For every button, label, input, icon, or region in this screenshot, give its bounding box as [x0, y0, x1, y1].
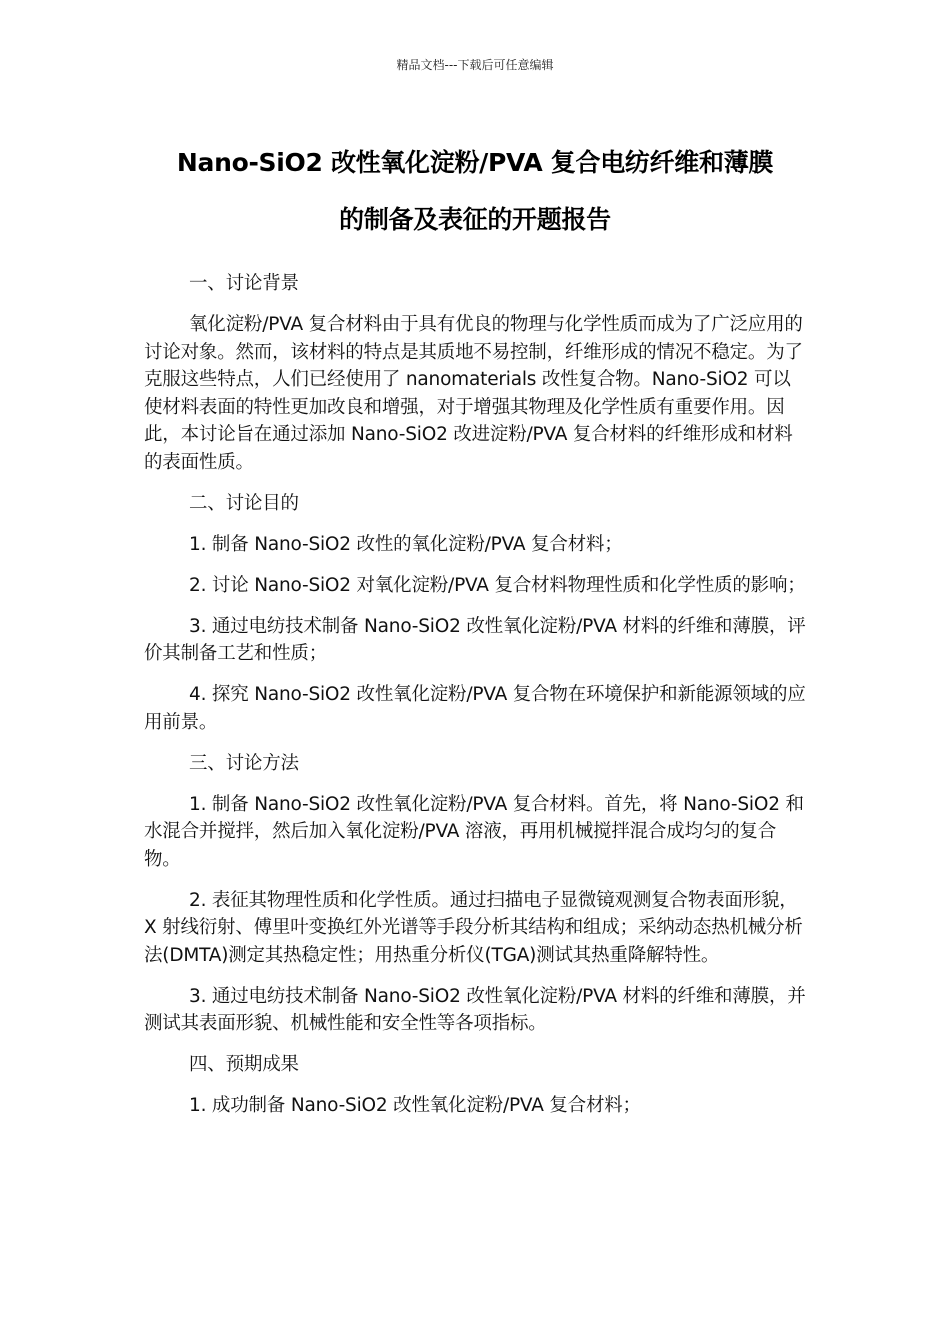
section-heading-methods: 三、讨论方法 — [189, 752, 299, 774]
header-note: 精品文档---下载后可任意编辑 — [396, 58, 554, 72]
document-title — [100, 134, 850, 248]
title-line-2: 的制备及表征的开题报告 — [339, 205, 611, 234]
objective-item-1: 1. 制备 Nano-SiO2 改性的氧化淀粉/PVA 复合材料； — [189, 533, 623, 555]
background-paragraph: 氧化淀粉/PVA 复合材料由于具有优良的物理与化学性质而成为了广泛应用的讨论对象。然而，该材料的特点是其质地不易控制，纤维形成的情况不稳定。为了克服这些特点，人们已经使用了 nanomaterials 改性复合物。Nano-SiO2 可以使材料表面的特性更加改良和增强，对于增强其物理及化学性质有重要作用。因此，本讨论旨在通过添加 Nano-SiO2 改进淀粉/PVA 复合材料的纤维形成和材料的表面性质。 — [144, 314, 803, 473]
section-heading-expected-results: 四、预期成果 — [189, 1054, 299, 1075]
objective-item-2: 2. 讨论 Nano-SiO2 对氧化淀粉/PVA 复合材料物理性质和化学性质的影响； — [189, 574, 806, 596]
result-item-1: 1. 成功制备 Nano-SiO2 改性氧化淀粉/PVA 复合材料； — [189, 1095, 641, 1116]
section-heading-background: 一、讨论背景 — [189, 273, 299, 294]
title-line-1: Nano-SiO2 改性氧化淀粉/PVA 复合电纺纤维和薄膜 — [176, 148, 774, 177]
method-item-3: 3. 通过电纺技术制备 Nano-SiO2 改性氧化淀粉/PVA 材料的纤维和薄膜，并测试其表面形貌、机械性能和安全性等各项指标。 — [144, 985, 806, 1034]
method-item-2: 2. 表征其物理性质和化学性质。通过扫描电子显微镜观测复合物表面形貌，X 射线衍射、傅里叶变换红外光谱等手段分析其结构和组成；采纳动态热机械分析法(DMTA)测定其热稳定性；用热重分析仪(TGA)测试其热重降解特性。 — [144, 889, 803, 966]
method-item-1: 1. 制备 Nano-SiO2 改性氧化淀粉/PVA 复合材料。首先，将 Nano-SiO2 和水混合并搅拌，然后加入氧化淀粉/PVA 溶液，再用机械搅拌混合成均匀的复合物。 — [144, 793, 804, 870]
objective-item-3: 3. 通过电纺技术制备 Nano-SiO2 改性氧化淀粉/PVA 材料的纤维和薄膜，评价其制备工艺和性质； — [144, 615, 806, 664]
objective-item-4: 4. 探究 Nano-SiO2 改性氧化淀粉/PVA 复合物在环境保护和新能源领域的应用前景。 — [144, 684, 806, 733]
section-heading-objectives: 二、讨论目的 — [189, 492, 299, 514]
document-body — [144, 270, 806, 1133]
